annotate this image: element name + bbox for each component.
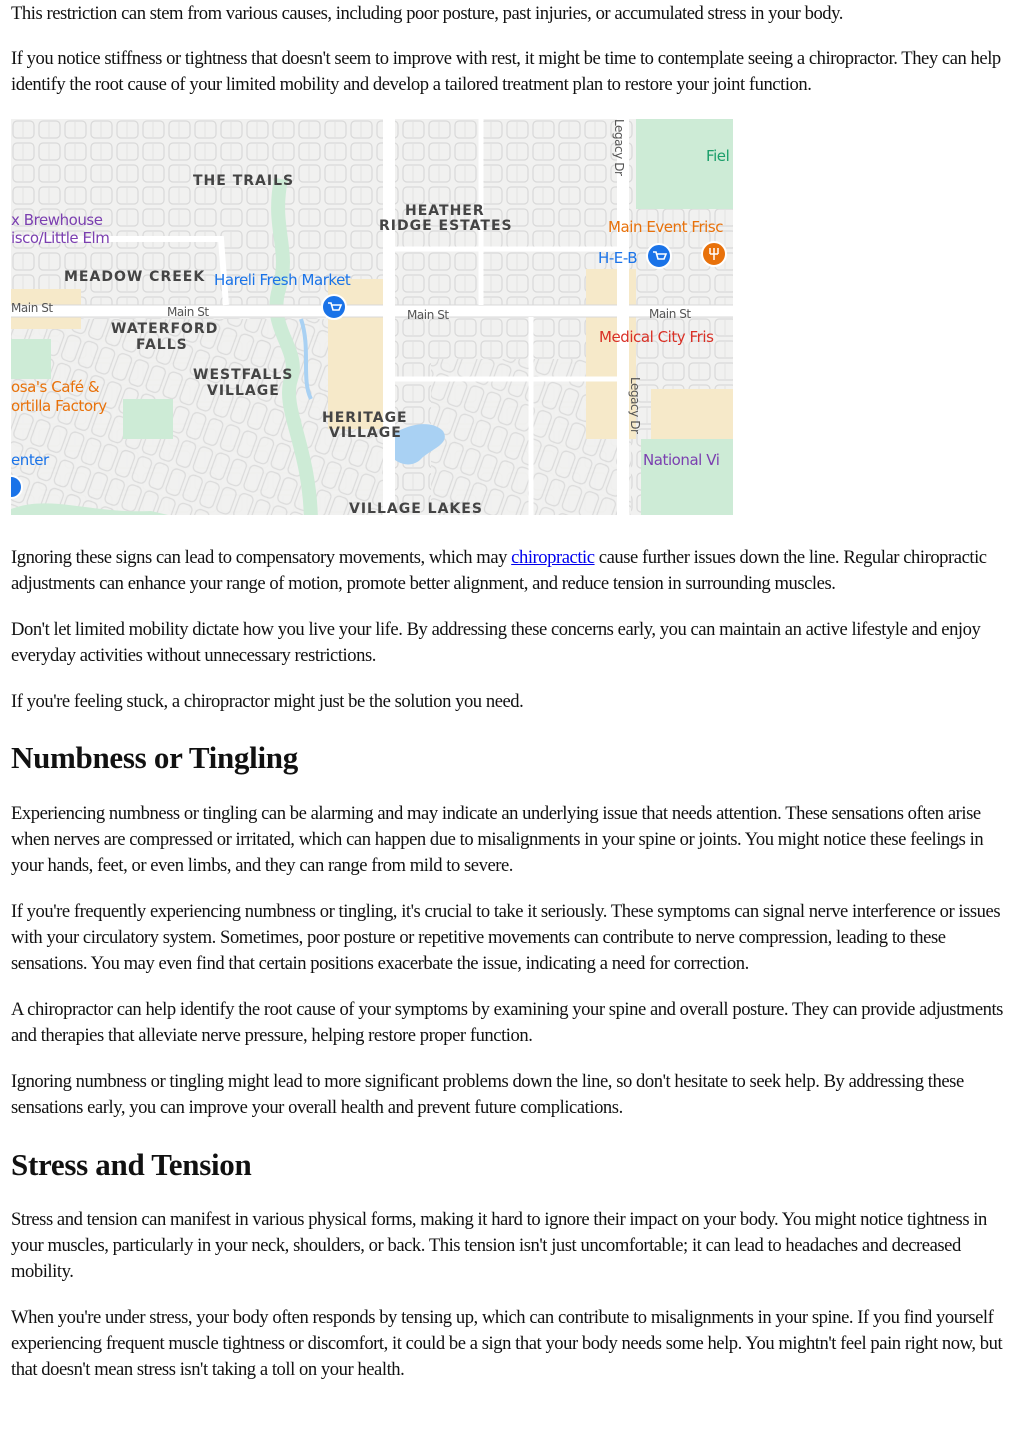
paragraph: If you're frequently experiencing numbness or tingling, it's crucial to take it seriously. These symptoms can signal nerve interference or issues with your circulatory system. Sometimes, poor posture or repetitive movements can contribute to nerve compression, leading to these sensations. You may even find that certain positions exacerbate the issue, indicating a need for correction. <box>11 901 1001 974</box>
map-street-main-mid: Main St <box>167 305 209 319</box>
paragraph: Ignoring numbness or tingling might lead to more significant problems down the line, so don't hesitate to seek help. By addressing these sensations early, you can improve your overall health and prevent future complications. <box>11 1071 964 1118</box>
paragraph: Stress and tension can manifest in various physical forms, making it hard to ignore their impact on your body. You might notice tightness in your muscles, particularly in your neck, shoulders, or back. This tension isn't just uncomfortable; it can lead to headaches and decreased mobility. <box>11 1209 987 1282</box>
map-place-cafe-1: osa's Café & <box>11 378 100 396</box>
map-label-village-lakes: VILLAGE LAKES <box>349 501 483 517</box>
shopping-pin-icon <box>322 295 346 319</box>
paragraph: Don't let limited mobility dictate how you live your life. By addressing these concerns early, you can maintain an active lifestyle and enjoy everyday activities without unnecessary restrictions. <box>11 619 981 666</box>
map-place-brewhouse-2: isco/Little Elm <box>11 229 110 247</box>
map-street-legacy-mid: Legacy Dr <box>628 377 642 434</box>
restaurant-pin-icon <box>702 242 726 266</box>
map-street-main-center: Main St <box>407 308 449 322</box>
map-label-heritage-2: VILLAGE <box>329 425 402 441</box>
map-label-waterford-1: WATERFORD <box>111 321 219 337</box>
map-label-westfalls-1: WESTFALLS <box>193 367 294 383</box>
paragraph: If you notice stiffness or tightness that doesn't seem to improve with rest, it might be time to contemplate seeing a chiropractor. They can help identify the root cause of your limited mobility and develop a tailored treatment plan to restore your joint function. <box>11 48 1001 95</box>
map-place-brewhouse-1: x Brewhouse <box>11 211 103 229</box>
paragraph: Ignoring these signs can lead to compensatory movements, which may chiropractic cause further issues down the line. Regular chiropractic adjustments can enhance your range of motion, promote better alignment, and reduce tension in surrounding muscles. <box>11 547 987 594</box>
map-label-westfalls-2: VILLAGE <box>207 383 280 399</box>
map-street-legacy-top: Legacy Dr <box>612 119 626 176</box>
map-label-meadow-creek: MEADOW CREEK <box>64 269 206 285</box>
map-place-field: Fiel <box>706 147 730 165</box>
map-place-medical-city: Medical City Fris <box>599 328 714 346</box>
map-street-main-right: Main St <box>649 307 691 321</box>
map-label-heritage-1: HERITAGE <box>322 410 408 426</box>
paragraph: When you're under stress, your body often responds by tensing up, which can contribute to misalignments in your spine. If you find yourself experiencing frequent muscle tightness or discomfort, it could be a sign that your body needs some help. You mightn't feel pain right now, but that doesn't mean stress isn't taking a toll on your health. <box>11 1307 1003 1380</box>
map-place-cafe-2: ortilla Factory <box>11 397 107 415</box>
map-label-waterford-2: FALLS <box>136 337 188 353</box>
shopping-pin-icon <box>647 244 671 268</box>
heading-stress-and-tension: Stress and Tension <box>11 1147 252 1182</box>
map-label-the-trails: THE TRAILS <box>193 173 295 189</box>
map-place-heb: H-E-B <box>598 249 638 267</box>
map-label-heather-1: HEATHER <box>405 203 485 219</box>
paragraph: If you're feeling stuck, a chiropractor might just be the solution you need. <box>11 691 524 712</box>
map-place-hareli: Hareli Fresh Market <box>214 271 351 289</box>
paragraph: This restriction can stem from various causes, including poor posture, past injuries, or accumulated stress in your body. <box>11 3 843 24</box>
map-place-center: enter <box>11 451 49 469</box>
map-image <box>11 119 733 525</box>
map-place-national: National Vi <box>643 451 720 469</box>
map-street-main-left: Main St <box>11 301 53 315</box>
chiropractic-link[interactable]: chiropractic <box>511 547 595 568</box>
paragraph: Experiencing numbness or tingling can be alarming and may indicate an underlying issue that needs attention. These sensations often arise when nerves are compressed or irritated, which can happen due to misalignments in your spine or joints. You might notice these feelings in your hands, feet, or even limbs, and they can range from mild to severe. <box>11 803 984 876</box>
heading-numbness-or-tingling: Numbness or Tingling <box>11 740 298 775</box>
map-place-main-event: Main Event Frisc <box>608 218 724 236</box>
map-label-heather-2: RIDGE ESTATES <box>379 218 513 234</box>
paragraph: A chiropractor can help identify the root cause of your symptoms by examining your spine and overall posture. They can provide adjustments and therapies that alleviate nerve pressure, helping restore proper function. <box>11 999 1003 1046</box>
